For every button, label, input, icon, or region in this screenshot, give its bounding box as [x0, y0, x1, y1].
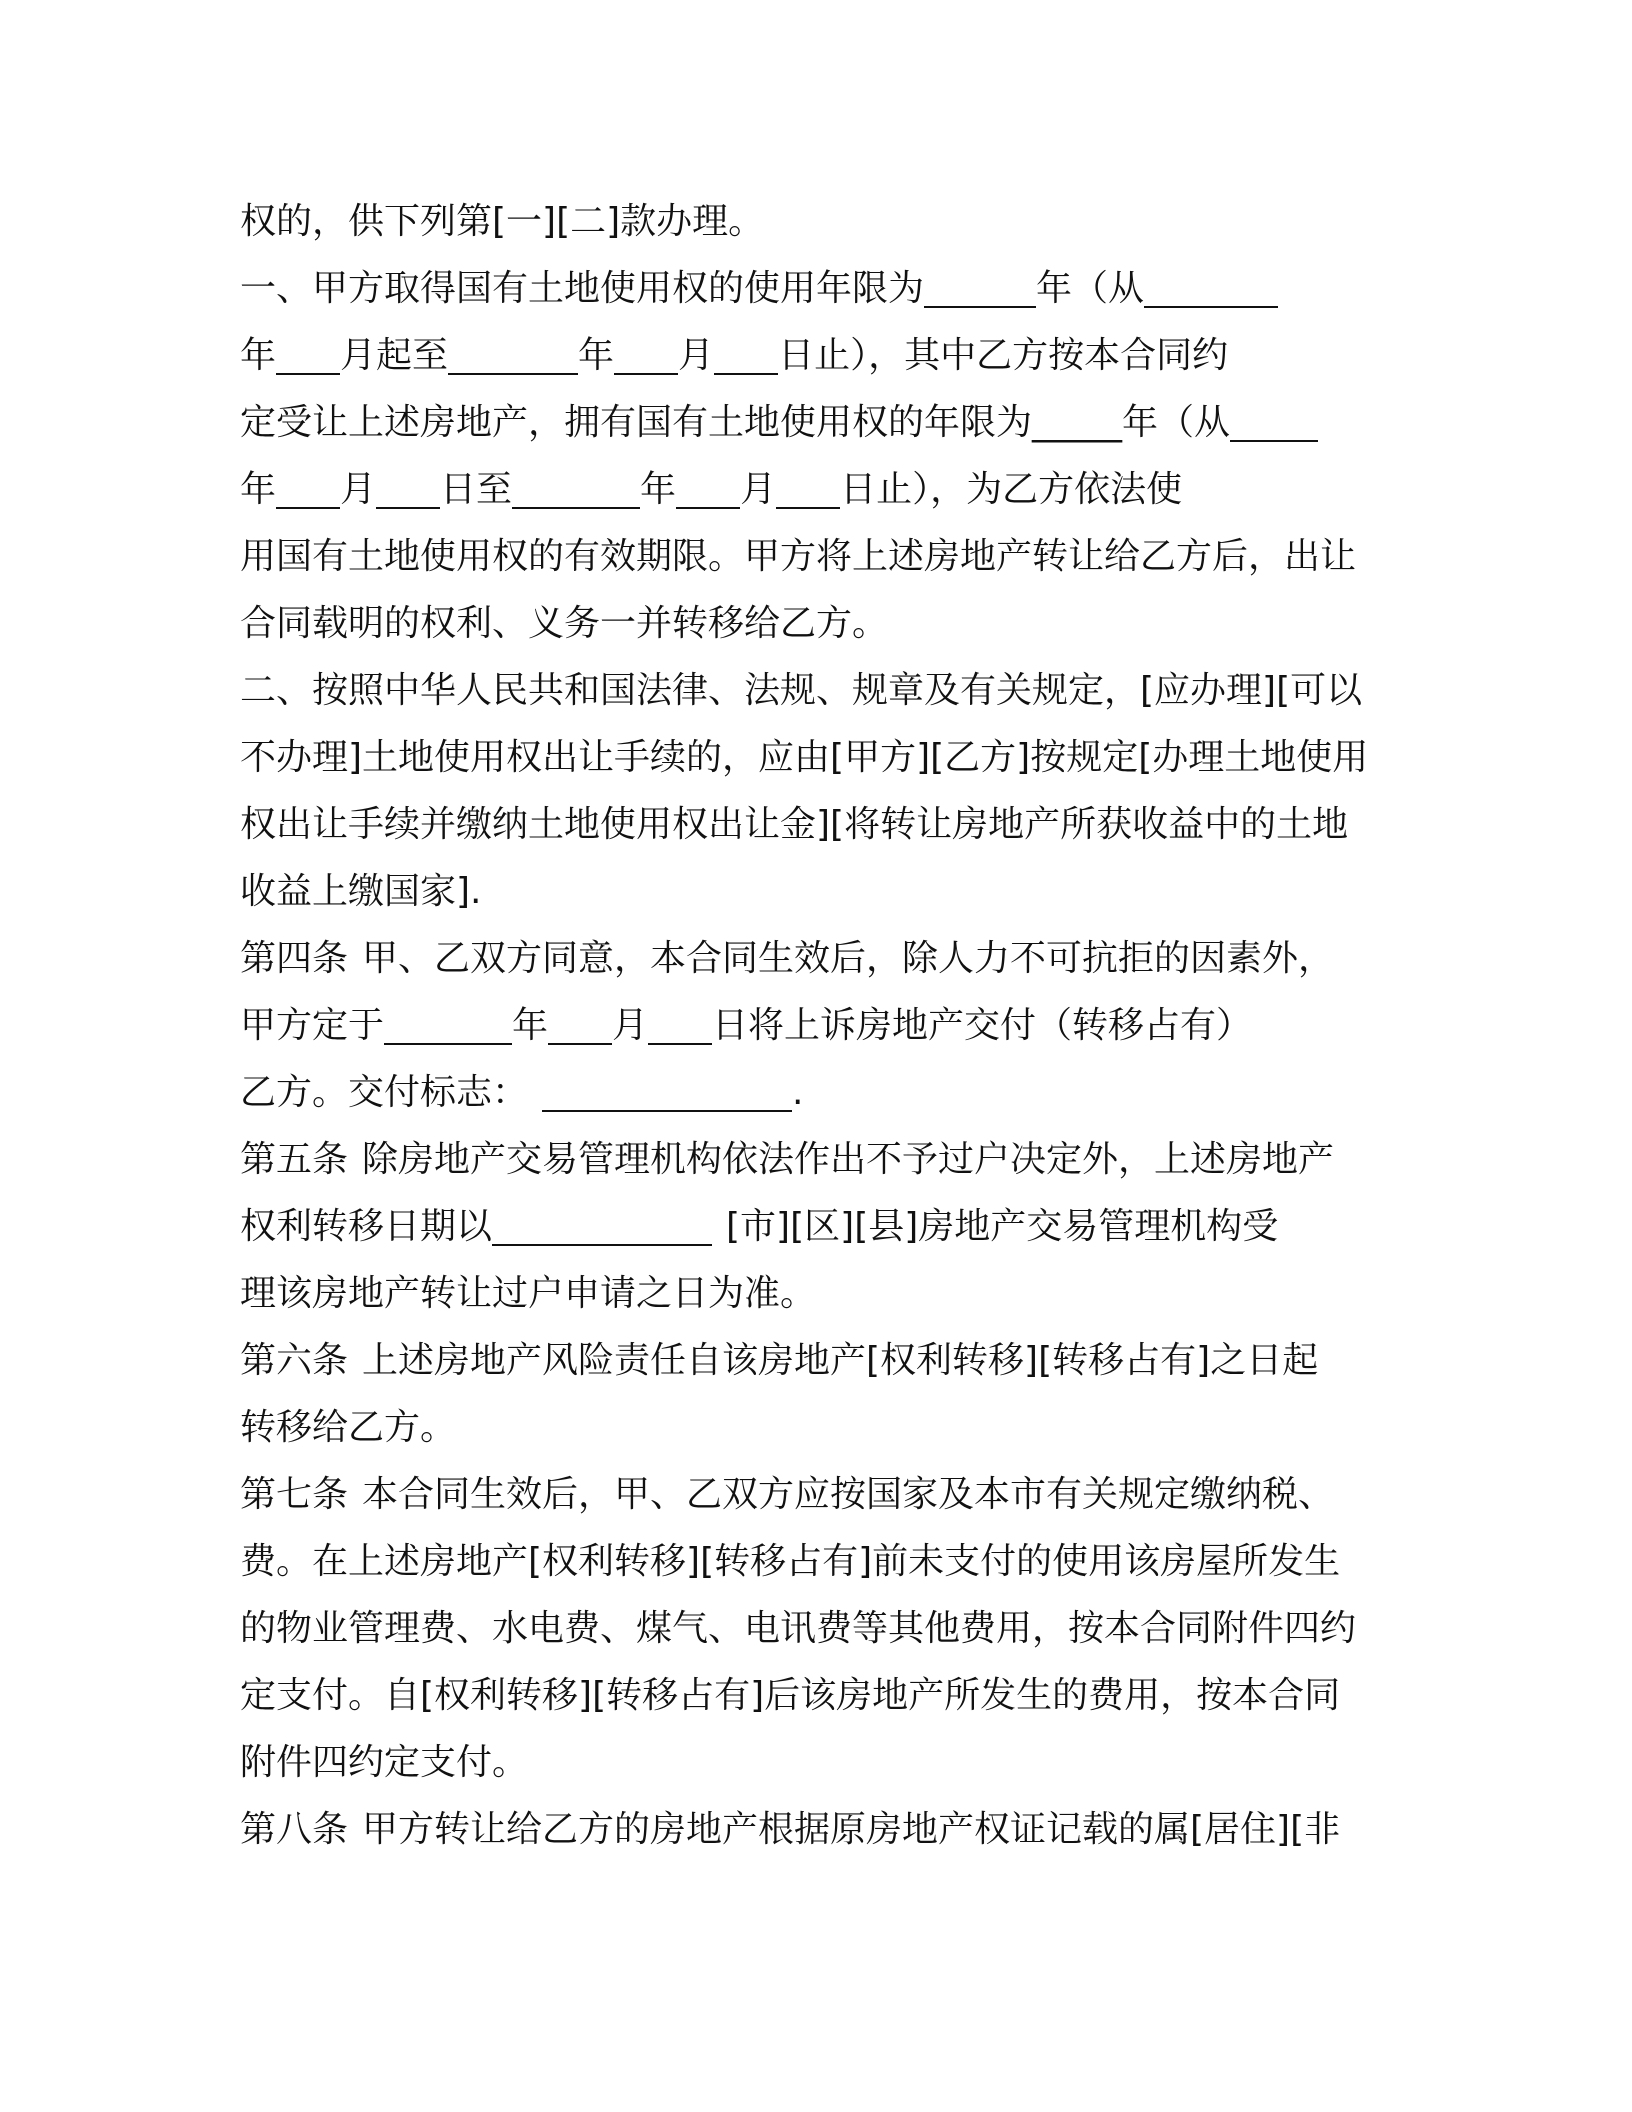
- line-text: 权利转移日期以: [240, 1206, 493, 1247]
- line-text: 日止），其中乙方按本合同约: [778, 335, 1229, 376]
- fill-blank: [548, 1003, 612, 1045]
- line-text: 月: [340, 469, 377, 510]
- fill-blank: [276, 467, 340, 509]
- line-text: 年（从: [1036, 268, 1145, 309]
- line-text: 本合同生效后，甲、乙双方应按国家及本市有关规定缴纳税、: [362, 1474, 1335, 1515]
- fill-blank: [448, 333, 578, 375]
- fill-blank: [384, 1003, 512, 1045]
- fill-blank: [776, 467, 840, 509]
- article-6-line: [240, 1327, 1390, 1394]
- line-text: 的物业管理费、水电费、煤气、电讯费等其他费用，按本合同附件四约: [240, 1608, 1357, 1649]
- article-heading: 第五条: [240, 1139, 349, 1180]
- fill-blank: [376, 467, 440, 509]
- line-text: 权的，供下列第[一][二]款办理。: [240, 201, 765, 242]
- fill-blank: [512, 467, 640, 509]
- fill-blank: [676, 467, 740, 509]
- line-text: 月: [678, 335, 715, 376]
- text-line: [240, 1528, 1390, 1595]
- text-line: [240, 389, 1390, 456]
- text-line: [240, 1595, 1390, 1662]
- text-line: [240, 1193, 1390, 1260]
- article-heading: 第七条: [240, 1474, 349, 1515]
- article-5-line: [240, 1126, 1390, 1193]
- printed-blank: _____: [1032, 402, 1123, 443]
- text-line: [240, 724, 1390, 791]
- text-line: [240, 791, 1390, 858]
- text-line: [240, 1059, 1390, 1126]
- line-text: 定支付。自[权利转移][转移占有]后该房地产所发生的费用，按本合同: [240, 1675, 1341, 1716]
- line-text: 甲、乙双方同意，本合同生效后，除人力不可抗拒的因素外，: [362, 938, 1335, 979]
- line-text: 年: [240, 469, 277, 510]
- contract-body: [240, 188, 1390, 1863]
- line-text: [市][区][县]房地产交易管理机构受: [726, 1206, 1279, 1247]
- text-line: [240, 255, 1390, 322]
- line-text: 上述房地产风险责任自该房地产[权利转移][转移占有]之日起: [362, 1340, 1319, 1381]
- line-text: 年（从: [1122, 402, 1231, 443]
- fill-blank: [614, 333, 678, 375]
- text-line: [240, 1394, 1390, 1461]
- line-text: 乙方。交付标志：: [240, 1072, 529, 1113]
- text-line: [240, 322, 1390, 389]
- fill-blank: [648, 1003, 712, 1045]
- line-text: 月: [612, 1005, 649, 1046]
- text-line: [240, 657, 1390, 724]
- line-text: 附件四约定支付。: [240, 1742, 529, 1783]
- fill-blank: [714, 333, 778, 375]
- text-line: [240, 1662, 1390, 1729]
- article-7-line: [240, 1461, 1390, 1528]
- line-text: 转移给乙方。: [240, 1407, 457, 1448]
- line-text: 日止），为乙方依法使: [840, 469, 1183, 510]
- line-text: 一、甲方取得国有土地使用权的使用年限为: [240, 268, 925, 309]
- fill-blank: [492, 1204, 712, 1246]
- article-8-line: [240, 1796, 1390, 1863]
- fill-blank: [924, 266, 1036, 308]
- line-text: 用国有土地使用权的有效期限。甲方将上述房地产转让给乙方后，出让: [240, 536, 1357, 577]
- text-line: [240, 590, 1390, 657]
- fill-blank: [542, 1070, 792, 1112]
- text-line: [240, 523, 1390, 590]
- line-text: 甲方转让给乙方的房地产根据原房地产权证记载的属[居住][非: [362, 1809, 1341, 1850]
- article-heading: 第四条: [240, 938, 349, 979]
- text-line: [240, 188, 1390, 255]
- line-text: 合同载明的权利、义务一并转移给乙方。: [240, 603, 889, 644]
- line-text: 定受让上述房地产，拥有国有土地使用权的年限为: [240, 402, 1033, 443]
- line-text: 日将上诉房地产交付（转移占有）: [712, 1005, 1253, 1046]
- fill-blank: [1230, 400, 1318, 442]
- text-line: [240, 992, 1390, 1059]
- text-line: [240, 456, 1390, 523]
- line-text: 年: [640, 469, 677, 510]
- line-text: .: [792, 1072, 804, 1113]
- fill-blank: [276, 333, 340, 375]
- line-text: 权出让手续并缴纳土地使用权出让金][将转让房地产所获收益中的土地: [240, 804, 1349, 845]
- text-line: [240, 1260, 1390, 1327]
- article-heading: 第六条: [240, 1340, 349, 1381]
- line-text: 甲方定于: [240, 1005, 385, 1046]
- article-heading: 第八条: [240, 1809, 349, 1850]
- text-line: [240, 858, 1390, 925]
- line-text: 月起至: [340, 335, 449, 376]
- line-text: 年: [578, 335, 615, 376]
- line-text: 月: [740, 469, 777, 510]
- line-text: 年: [512, 1005, 549, 1046]
- line-text: 费。在上述房地产[权利转移][转移占有]前未支付的使用该房屋所发生: [240, 1541, 1341, 1582]
- article-4-line: [240, 925, 1390, 992]
- line-text: 不办理]土地使用权出让手续的，应由[甲方][乙方]按规定[办理土地使用: [240, 737, 1369, 778]
- text-line: [240, 1729, 1390, 1796]
- line-text: 除房地产交易管理机构依法作出不予过户决定外，上述房地产: [362, 1139, 1335, 1180]
- line-text: 二、按照中华人民共和国法律、法规、规章及有关规定，[应办理][可以: [240, 670, 1363, 711]
- line-text: 日至: [440, 469, 513, 510]
- line-text: 收益上缴国家].: [240, 871, 482, 912]
- line-text: 理该房地产转让过户申请之日为准。: [240, 1273, 817, 1314]
- line-text: 年: [240, 335, 277, 376]
- fill-blank: [1144, 266, 1278, 308]
